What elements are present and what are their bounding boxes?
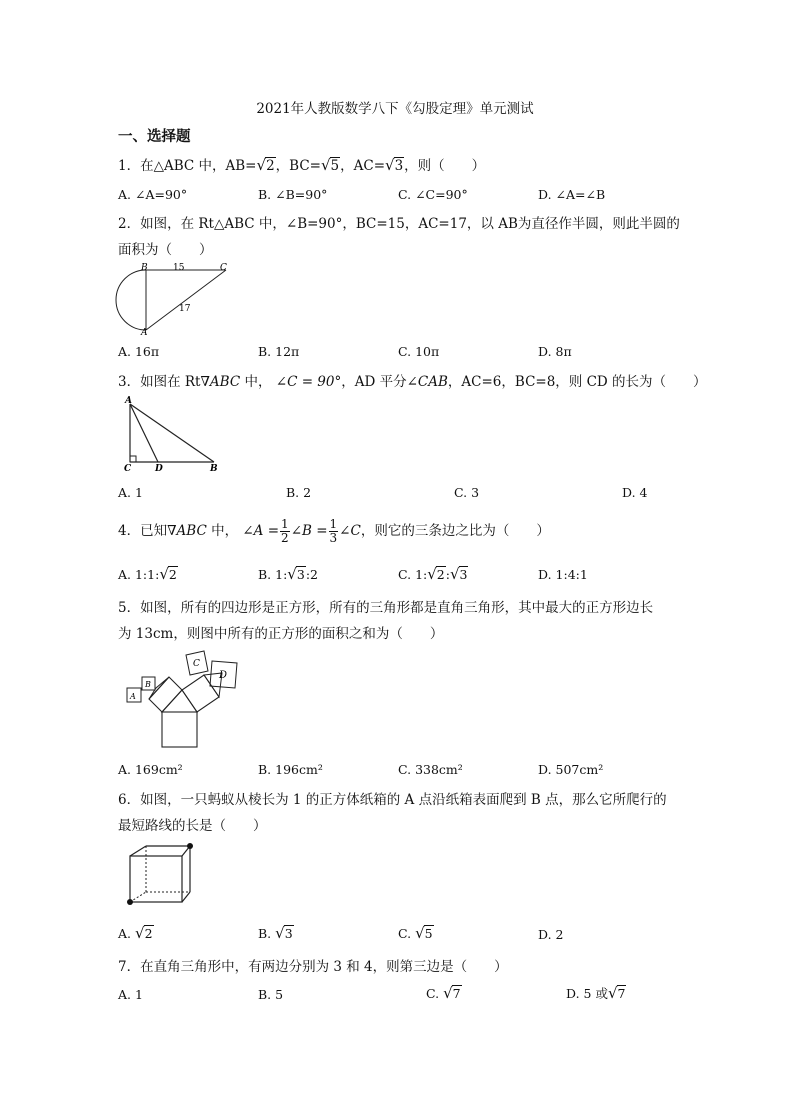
q5-option-d: D. 507cm² xyxy=(538,762,604,777)
option-text: A. 1:1: xyxy=(118,567,160,582)
radicand: 2 xyxy=(436,567,445,582)
q3-option-b: B. 2 xyxy=(286,485,312,500)
q7-option-b: B. 5 xyxy=(258,987,284,1002)
right-square xyxy=(182,675,219,712)
q4-option-a xyxy=(118,565,178,583)
q5-figure xyxy=(118,645,248,753)
option-text: C. xyxy=(426,986,440,1001)
label-a: A xyxy=(125,396,132,406)
label-b: B xyxy=(210,464,218,474)
q3-text-a: 3．如图在 Rt xyxy=(118,374,201,390)
sqrt-3: √3 xyxy=(449,565,468,583)
sqrt-2: √2 xyxy=(159,565,177,583)
radicand: 2 xyxy=(168,567,177,582)
left-square xyxy=(149,677,182,712)
q1-text-a: 1．在△ABC 中，AB= xyxy=(118,158,257,174)
q1-option-a: A. ∠A=90° xyxy=(118,187,188,202)
question-4-stem xyxy=(118,518,550,545)
q5-option-a: A. 169cm² xyxy=(118,762,183,777)
radicand: 3 xyxy=(296,567,305,582)
radicand: 2 xyxy=(266,158,275,174)
question-7-stem: 7．在直角三角形中，有两边分别为 3 和 4，则第三边是（ ） xyxy=(118,959,508,975)
largest-square xyxy=(162,712,197,747)
question-2-line-1: 2．如图，在 Rt△ABC 中，∠B=90°，BC=15，AC=17，以 AB为直径作半圆，则此半圆的 xyxy=(118,216,680,232)
q7-option-d xyxy=(566,984,626,1002)
angle-cab-expression: ∠CAB xyxy=(406,374,448,390)
label-b: B xyxy=(141,263,148,273)
question-2-line-2: 面积为（ ） xyxy=(118,242,213,258)
q1-text-c: ，AC= xyxy=(340,158,386,174)
q6-option-d: D. 2 xyxy=(538,927,564,942)
denominator: 3 xyxy=(329,531,338,545)
sqrt-2: √2 xyxy=(256,156,275,174)
point-a-dot xyxy=(127,899,133,905)
label-d: D xyxy=(155,464,163,474)
q6-cube-figure xyxy=(120,840,204,910)
angle-c-expression: ∠C xyxy=(339,523,361,539)
question-5-line-1: 5．如图，所有的四边形是正方形，所有的三角形都是直角三角形，其中最大的正方形边长 xyxy=(118,600,654,616)
angle-b-expression: ∠B = xyxy=(290,523,328,539)
segment-ad xyxy=(130,404,158,462)
section-heading: 一、选择题 xyxy=(118,129,191,145)
point-b-dot xyxy=(187,843,193,849)
page-title: 2021年人教版数学八下《勾股定理》单元测试 xyxy=(256,101,534,117)
triangle-abc: ∇ABC xyxy=(167,523,207,539)
q2-option-c: C. 10π xyxy=(398,344,440,359)
small-triangle-left xyxy=(149,677,169,699)
label-ac-length: 17 xyxy=(179,304,191,314)
q5-option-c: C. 338cm² xyxy=(398,762,463,777)
q4-text-b: 中， xyxy=(206,523,239,539)
angle-c-expression: ∠C = 90° xyxy=(275,374,342,390)
label-bc-length: 15 xyxy=(173,263,185,273)
q4-option-d: D. 1:4:1 xyxy=(538,567,588,582)
q4-option-c xyxy=(398,565,468,583)
q5-option-b: B. 196cm² xyxy=(258,762,323,777)
cube-edge xyxy=(130,846,146,856)
label-d: D xyxy=(219,670,228,681)
q4-option-b xyxy=(258,565,318,583)
q4-text-c: ，则它的三条边之比为（ ） xyxy=(360,523,550,539)
question-6-line-1: 6．如图，一只蚂蚁从棱长为 1 的正方体纸箱的 A 点沿纸箱表面爬到 B 点，那么它所爬行的 xyxy=(118,792,667,808)
sqrt-3: √3 xyxy=(385,156,404,174)
question-1-stem xyxy=(118,154,485,174)
q3-option-d: D. 4 xyxy=(622,485,648,500)
cube-front-face xyxy=(130,856,182,902)
right-angle-mark xyxy=(130,456,136,462)
label-c: C xyxy=(220,263,227,273)
denominator: 2 xyxy=(281,531,289,545)
q3-figure xyxy=(118,392,228,474)
radicand: 2 xyxy=(144,926,153,941)
angle-a-expression: ∠A = xyxy=(242,523,280,539)
cube-edge xyxy=(182,892,190,902)
q4-text-a: 4．已知 xyxy=(118,523,168,539)
option-text: B. xyxy=(258,926,272,941)
sqrt-3: √3 xyxy=(287,565,305,583)
q3-text-d: ，AC=6，BC=8，则 CD 的长为（ ） xyxy=(447,374,707,390)
option-text: C. xyxy=(398,926,412,941)
fraction-one-half xyxy=(280,518,290,545)
side-ac xyxy=(146,270,226,330)
q6-option-b xyxy=(258,924,294,942)
semicircle-shape xyxy=(116,270,146,330)
q7-option-a: A. 1 xyxy=(118,987,143,1002)
numerator: 1 xyxy=(329,517,338,531)
question-5-line-2: 为 13cm，则图中所有的正方形的面积之和为（ ） xyxy=(118,626,444,642)
q2-option-b: B. 12π xyxy=(258,344,300,359)
question-6-line-2: 最短路线的长是（ ） xyxy=(118,818,267,834)
q1-text-d: ，则（ ） xyxy=(404,158,486,174)
sqrt-2: √2 xyxy=(427,565,445,583)
radicand: 3 xyxy=(459,567,468,582)
label-a: A xyxy=(130,692,136,701)
sqrt-5: √5 xyxy=(320,156,340,174)
q2-option-d: D. 8π xyxy=(538,344,572,359)
q6-option-a xyxy=(118,924,154,942)
q3-option-a: A. 1 xyxy=(118,485,143,500)
side-ab xyxy=(130,404,214,462)
fraction-one-third xyxy=(329,518,339,545)
option-text-mid: : xyxy=(445,567,450,582)
sqrt-2: √2 xyxy=(135,924,153,942)
triangle-abc: ∇ABC xyxy=(200,374,241,390)
option-text: C. 1: xyxy=(398,567,428,582)
q1-option-b: B. ∠B=90° xyxy=(258,187,328,202)
radicand: 7 xyxy=(452,986,461,1001)
sqrt-5: √5 xyxy=(415,924,433,942)
q3-text-b: 中， xyxy=(240,374,272,390)
radicand: 5 xyxy=(330,158,340,174)
q3-option-c: C. 3 xyxy=(454,485,480,500)
sqrt-3: √3 xyxy=(275,924,293,942)
label-b: B xyxy=(145,680,151,689)
q2-figure xyxy=(112,258,262,336)
question-3-stem xyxy=(118,370,707,390)
q2-option-a: A. 16π xyxy=(118,344,160,359)
sqrt-7: √7 xyxy=(607,984,626,1002)
label-c: C xyxy=(193,659,200,669)
label-a: A xyxy=(141,328,148,336)
q1-text-b: ，BC= xyxy=(275,158,321,174)
radicand: 5 xyxy=(424,926,433,941)
q1-option-c: C. ∠C=90° xyxy=(398,187,468,202)
radicand: 7 xyxy=(617,986,626,1001)
radicand: 3 xyxy=(284,926,293,941)
label-c: C xyxy=(124,464,132,474)
q6-option-c xyxy=(398,924,434,942)
q7-option-c xyxy=(426,984,462,1002)
option-text-tail: :2 xyxy=(305,567,318,582)
sqrt-7: √7 xyxy=(443,984,461,1002)
option-text: D. 5 或 xyxy=(566,986,608,1001)
radicand: 3 xyxy=(394,158,404,174)
option-text: A. xyxy=(118,926,132,941)
q1-option-d: D. ∠A=∠B xyxy=(538,187,606,202)
option-text: B. 1: xyxy=(258,567,288,582)
numerator: 1 xyxy=(281,517,289,531)
q3-text-c: ，AD 平分 xyxy=(341,374,407,390)
